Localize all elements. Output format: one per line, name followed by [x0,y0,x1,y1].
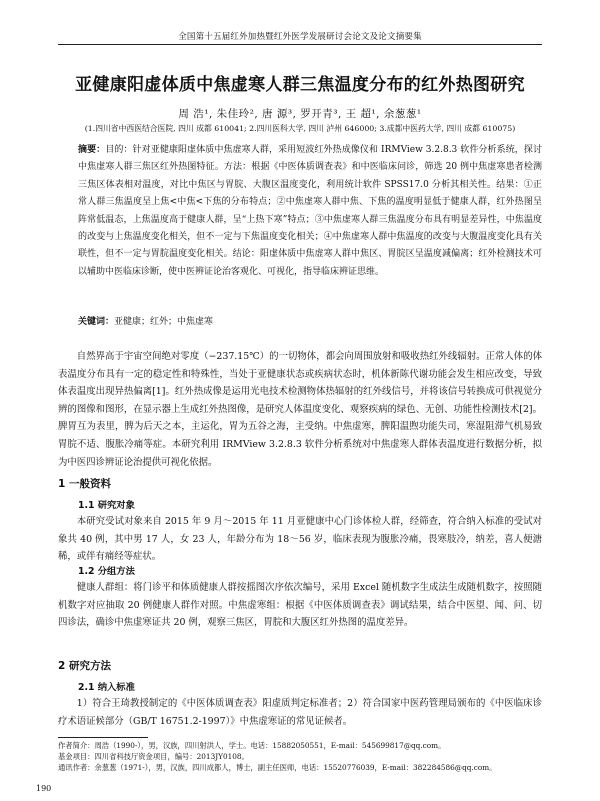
paragraph-1-1: 本研究受试对象来自 2015 年 9 月～2015 年 11 月亚健康中心门诊体检人群，经筛查，符合纳入标准的受试对象共 40 例，其中男 17 人，女 23 人，年龄分布为 18～56 岁，临床表现为腹胀冷痛，畏寒肢冷，纳差，喜人便溏稀，或伴有痛经等症状。 [58,516,542,563]
abstract-label: 摘要： [78,145,106,155]
intro-paragraph: 自然界高于宇宙空间绝对零度（−237.15℃）的一切物体，都会向周围放射和吸收热红外线辐射。正常人体的体表温度分布具有一定的稳定性和特殊性，当处于亚健康状态或疾病状态时，机体新陈代谢功能会发生相应改变，导致体表温度出现异热偏离[1]。红外热成像是运用光电技术检测物体热辐射的红外线信号，并将该信号转换成可供视觉分辨的图像和图形，在显示器上生成红外热图像，是研究人体温度变化、观察疾病的绿色、无创、功能性检测技术[2]。脾胃互为表里，脾为后天之本，主运化，胃为五谷之海，主受纳。中焦虚寒，脾阳温煦功能失司，寒湿阻滞气机易致胃脘不适、腹胀冷痛等症。本研究利用 IRMView 3.2.8.3 软件分析系统对中焦虚寒人群体表温度进行数据分析，拟为中医四诊辨证论治提供可视化依据。 [58,351,542,468]
affiliations: (1.四川省中西医结合医院, 四川 成都 610041; 2.四川医科大学, 四川 泸州 646000; 3.成都中医药大学, 四川 成都 610075) [84,124,516,133]
abstract [78,142,542,281]
header-rule [58,44,542,45]
footnote-author-info: 作者简介：周浩（1990-），男，汉族，四川射洪人，学士。电话：15882050551，E-mail：545699817@qq.com。 [58,741,446,750]
section-heading-2: 2 研究方法 [58,660,111,672]
subsection-heading-1-2: 1.2 分组方法 [78,566,135,577]
keywords-text: 亚健康；红外；中焦虚寒 [114,317,214,327]
paragraph-2-1: 1）符合王琦教授制定的《中医体质调查表》阳虚质判定标准者；2）符合国家中医药管理局颁布的《中医临床诊疗术语证候部分（GB/T 16751.2-1997）》中焦虚寒证的常见证候者。 [58,698,542,727]
keywords-label: 关键词： [78,317,115,327]
subsection-heading-2-1: 2.1 纳入标准 [78,682,135,693]
abstract-text: 目的：针对亚健康阳虚体质中焦虚寒人群，采用短波红外热成像仪和 IRMView 3.2.8.3 软件分析系统，探讨中焦虚寒人群三焦区红外热图特征。方法：根据《中医体质调查表》和中医临床问诊，筛选 20 例中焦虚寒患者检测三焦区体表相对温度，对比中焦区与胃脘、大腹区温度变化，利用统计软件 SPSS17.0 分析其相关性。结果：①正常人群三焦温度呈上焦<中焦<下焦的分布特点；②中焦虚寒人群中焦、下焦的温度明显低于健康人群，红外热图呈阵常低温态，上焦温度高于健康人群，呈“上热下寒”特点；③中焦虚寒人群三焦温度分布具有明显差异性，中焦温度的改变与上焦温度变化相关，但不一定与下焦温度变化相关；④中焦虚寒人群中焦温度的改变与大腹温度变化具有关联性，但不一定与胃脘温度变化相关。结论：阳虚体质中焦虚寒人群中焦区、胃脘区呈温度减偏离；红外检测技术可以辅助中医临床诊断，使中医辨证论治客观化、可视化，指导临床辨证思维。 [78,145,542,277]
page-number: 190 [36,784,52,793]
paper-title: 亚健康阳虚体质中焦虚寒人群三焦温度分布的红外热图研究 [75,75,525,95]
author-list: 周 浩¹, 朱佳玲², 唐 源³, 罗开青³, 王 超¹, 余葱葱¹ [178,108,422,120]
footnote-rule [58,737,148,738]
paragraph-1-2: 健康人群组：将门诊平和体质健康人群按摇图次序依次编号，采用 Excel 随机数字生成法生成随机数字，按照随机数字对应抽取 20 例健康人群作对照。中焦虚寒组：根据《中医体质调查表》调试结果，结合中医望、闻、问、切四诊法，确诊中焦虚寒证共 20 例，观察三焦区，胃脘和大腹区红外热图的温度差异。 [58,582,542,629]
footnotes [58,740,542,774]
footnote-corresponding-author: 通讯作者：余葱葱（1971-），男，汉族，四川成都人，博士，副主任医师，电话：15520776039，E-mail：382284586@qq.com。 [58,763,497,773]
subsection-heading-1-1: 1.1 研究对象 [78,500,135,511]
keywords [78,314,542,327]
footnote-funding: 基金项目：四川省科技厅资金项目，编号：2013JY0108。 [58,752,249,762]
running-head: 全国第十五届红外加热暨红外医学发展研讨会论文及论文摘要集 [178,32,422,42]
section-heading-1: 1 一般资料 [58,478,111,490]
